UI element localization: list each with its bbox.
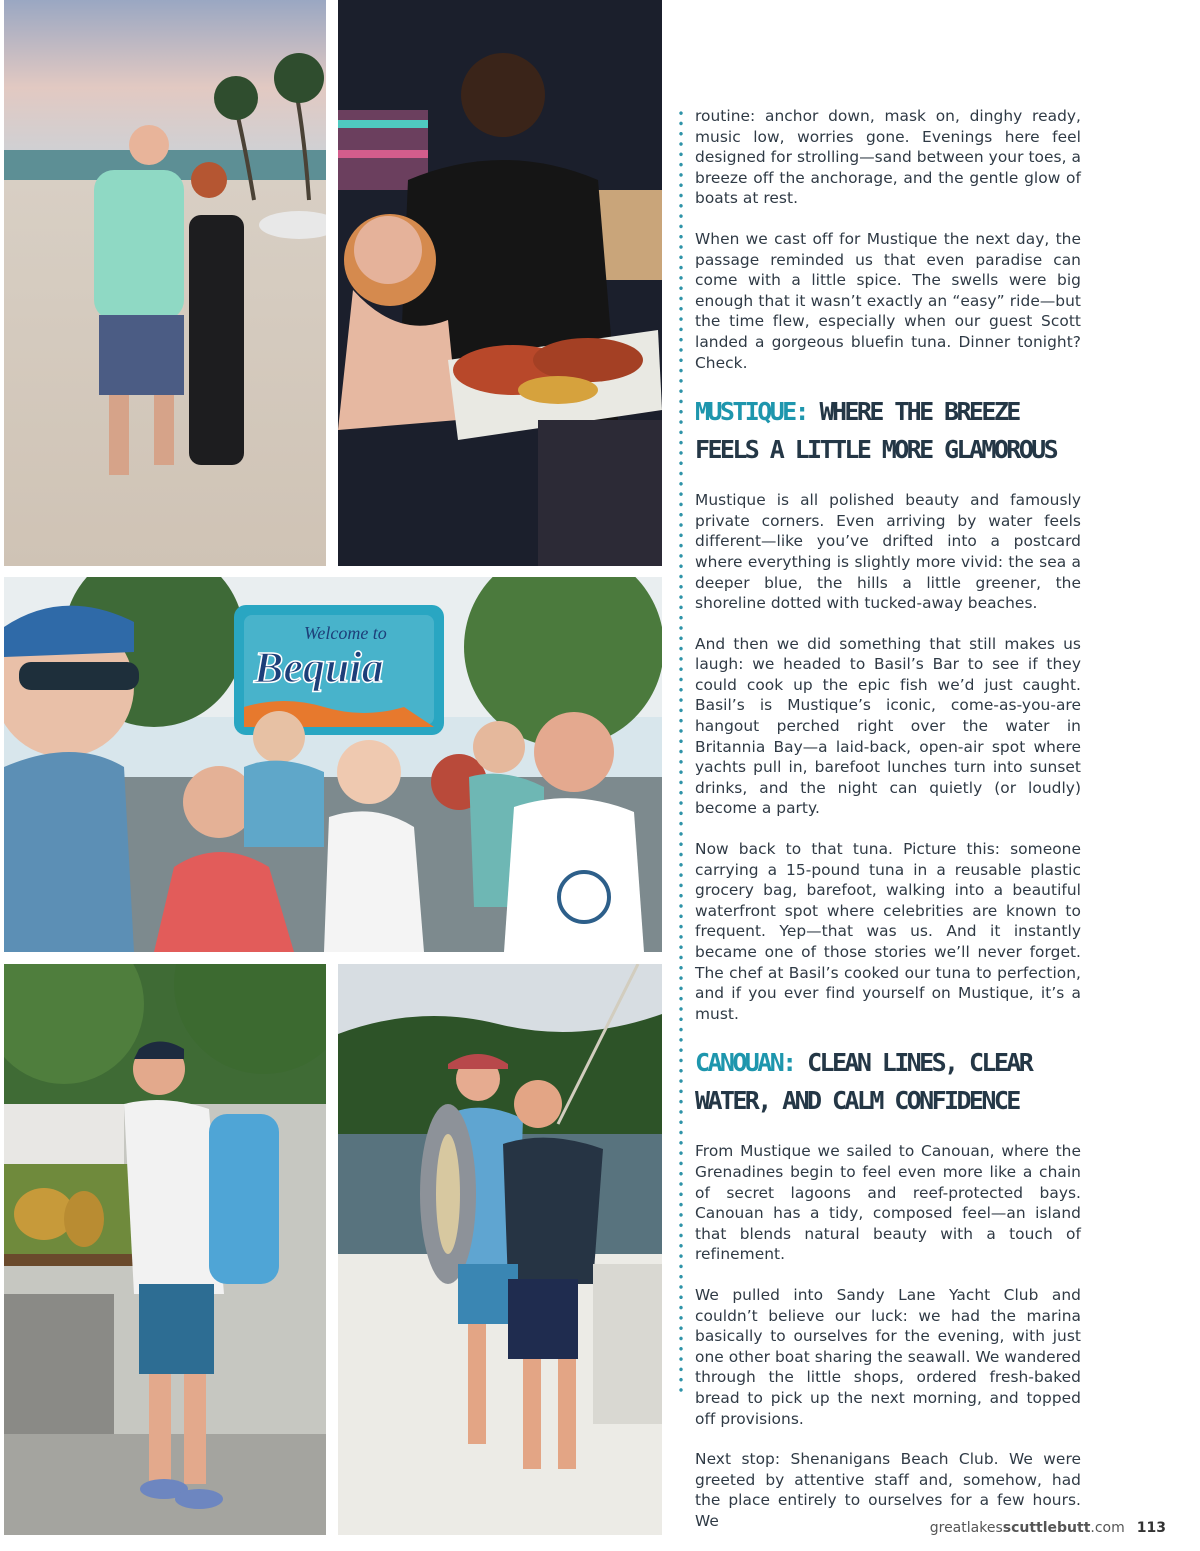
page-number: 113 (1136, 1520, 1166, 1536)
article-column (695, 106, 1081, 1551)
section-heading-mustique (695, 393, 1081, 469)
article-paragraph: Now back to that tuna. Picture this: someone carrying a 15-pound tuna in a reusable plastic grocery bag, barefoot, walking into a beautiful waterfront spot where celebrities are known to frequent. Yep—that was us. And it instantly became one of those stories we’ll never forget. The chef at Basil’s cooked our tuna to perfection, and if you ever find yourself on Mustique, it’s a must. (695, 840, 1081, 1023)
article-paragraph: routine: anchor down, mask on, dinghy ready, music low, worries gone. Evenings here feel designed for strolling—sand between your toes, a breeze off the anchorage, and the gentle glow of boats at rest. (695, 107, 1081, 208)
dotted-divider (678, 108, 684, 1398)
group-selfie-bequia-sign-photo (4, 577, 662, 952)
article-paragraph: From Mustique we sailed to Canouan, where the Grenadines begin to feel even more like a chain of secret lagoons and reef-protected bays. Canouan has a tidy, composed feel—an island that blends natural beauty with a touch of refinement. (695, 1142, 1081, 1264)
heading-rest: CLEAN LINES, CLEAR WATER, AND CALM CONFIDENCE (695, 1048, 1032, 1116)
footer-domain-prefix: greatlakes (929, 1520, 1003, 1536)
section-heading-canouan (695, 1044, 1081, 1120)
footer-domain (930, 1520, 1125, 1536)
article-paragraph: When we cast off for Mustique the next day, the passage reminded us that even paradise can come with a little spice. The swells were big enough that it wasn’t exactly an “easy” ride—but the time flew, especially when our guest Scott landed a gorgeous bluefin tuna. Dinner tonight? Check. (695, 229, 1081, 372)
page-footer (930, 1520, 1166, 1536)
bequia-sign-line1: Welcome to (304, 623, 387, 643)
heading-place: MUSTIQUE: (695, 397, 808, 427)
footer-domain-suffix: .com (1090, 1520, 1125, 1536)
photo-couple-beach (4, 0, 326, 566)
article-paragraph: And then we did something that still makes us laugh: we headed to Basil’s Bar to see if they could cook up the epic fish we’d just caught. Basil’s is Mustique’s iconic, come-as-you-are hangout perched right over the water in Britannia Bay—a laid-back, open-air spot where yachts pull in, barefoot lunches turn into sunset drinks, and the night can quietly (or loudly) become a party. (695, 634, 1081, 818)
article-paragraph: Mustique is all polished beauty and famously private corners. Even arriving by water feels different—like you’ve drifted into a postcard where everything is slightly more vivid: the sea a deeper blue, the hills a little greener, the shoreline dotted with tucked-away beaches. (695, 491, 1081, 613)
couple-on-beach-photo (4, 0, 326, 566)
photo-lobster-dinner (338, 0, 662, 566)
lobster-platter-photo (338, 0, 662, 566)
bequia-sign-line2: Bequia (254, 643, 384, 692)
photo-tuna-catch (338, 964, 662, 1535)
photo-fruit-stand (4, 964, 326, 1535)
article-paragraph: We pulled into Sandy Lane Yacht Club and couldn’t believe our luck: we had the marina basically to ourselves for the evening, with just one other boat sharing the seawall. We wandered through the little shops, ordered fresh-baked bread to pick up the next morning, and topped off provisions. (695, 1285, 1081, 1428)
men-holding-tuna-photo (338, 964, 662, 1535)
article-paragraph: Next stop: Shenanigans Beach Club. We were greeted by attentive staff and, somehow, had the place entirely to ourselves for a few hours. We (695, 1450, 1081, 1530)
heading-rest: WHERE THE BREEZE FEELS A LITTLE MORE GLAMOROUS (695, 397, 1057, 465)
footer-domain-bold: scuttlebutt (1002, 1520, 1091, 1536)
heading-place: CANOUAN: (695, 1048, 795, 1078)
man-at-fruit-stand-photo (4, 964, 326, 1535)
photo-welcome-bequia (4, 577, 662, 952)
